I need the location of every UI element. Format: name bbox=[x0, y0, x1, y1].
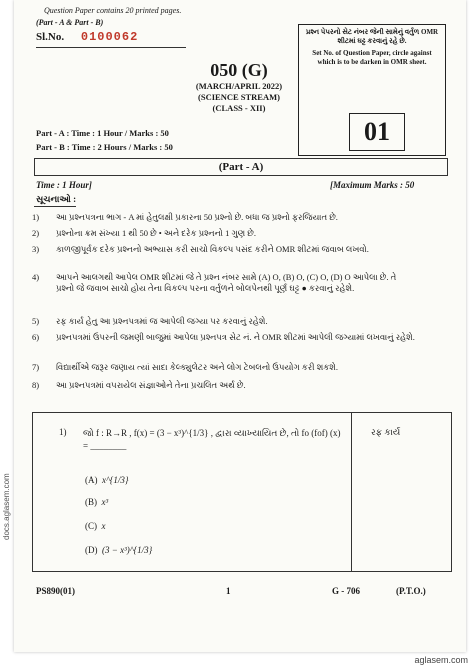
instruction-2: 2) પ્રશ્નોના ક્રમ સંખ્યા 1 થી 50 છે • અને દરેક પ્રશ્નનો 1 ગુણ છે. bbox=[32, 228, 256, 238]
instruction-4: 4) આપને આલગથી આપેલ OMR શીટમાં જે તે પ્રશ્ન નંબર સામે (A) O, (B) O, (C) O, (D) O આપેલા છે. તે પ્રશ્નો જે જવાબ સાચો હોય તેના વિકલ્પ પરના વર્તુળને બોલપેનથી પૂર્ણ ઘટ્ટ ● કરવાનું રહેશે. bbox=[32, 272, 397, 293]
omr-set-box bbox=[298, 24, 446, 156]
stream: (SCIENCE STREAM) bbox=[198, 92, 280, 102]
part-a-time: Time : 1 Hour] bbox=[36, 180, 92, 190]
question-text: જો f : R→R , f(x) = (3 − x³)^{1/3} , દ્વારા વ્યાખ્યાયિત છે, તો fo (fof) (x) = ________ bbox=[83, 428, 341, 451]
serial-number: 0100062 bbox=[80, 30, 139, 44]
omr-gujarati-note: પ્રશ્ન પેપરનો સેટ નંબર જેની સામેનું વર્તુળ OMR શીટમાં ઘટ્ટ કરવાનું રહે છે. bbox=[305, 28, 439, 45]
session: (MARCH/APRIL 2022) bbox=[195, 81, 283, 91]
omr-english-note: Set No. of Question Paper, circle against which is to be darken in OMR sheet. bbox=[312, 49, 432, 66]
part-a-title: (Part - A) bbox=[34, 158, 448, 176]
exam-paper bbox=[14, 0, 466, 652]
page-number: 1 bbox=[226, 586, 231, 596]
instruction-3: 3) કાળજીપૂર્વક દરેક પ્રશ્નનો અભ્યાસ કરી સાચો વિકલ્પ પસંદ કરીને OMR શીટમાં જવાબ લખવો. bbox=[32, 244, 369, 254]
part-a-timing: Part - A : Time : 1 Hour / Marks : 50 bbox=[36, 128, 169, 138]
corner-brand: aglasem.com bbox=[414, 655, 468, 665]
instruction-8: 8) આ પ્રશ્નપત્રમાં વપરાયેલ સંજ્ઞાઓને તેના પ્રચલિત અર્થ છે. bbox=[32, 380, 246, 390]
option-a[interactable]: (A) x^{1/3} bbox=[85, 475, 129, 485]
paper-code: 050 (G) bbox=[210, 60, 268, 80]
rough-work-label: રફ કાર્ય bbox=[371, 427, 401, 437]
instruction-5: 5) રફ કાર્ય હેતુ આ પ્રશ્નપત્રમાં જ આપેલી જગ્યા પર કરવાનું રહેશે. bbox=[32, 316, 268, 326]
footer-code: PS890(01) bbox=[36, 586, 75, 596]
footer-right-code: G - 706 bbox=[332, 586, 360, 596]
set-number: 01 bbox=[349, 113, 405, 151]
class: (CLASS - XII) bbox=[212, 103, 266, 113]
instruction-7: 7) વિદ્યાર્થીએ જરૂર જણાય ત્યાં સાદા કેલ્ક્યુલેટર અને લોગ ટેબલનો ઉપયોગ કરી શકશે. bbox=[32, 362, 338, 372]
part-b-timing: Part - B : Time : 2 Hours / Marks : 50 bbox=[36, 142, 173, 152]
question-box bbox=[32, 412, 452, 572]
instructions-heading: સૂચનાઓ : bbox=[36, 194, 77, 204]
option-b[interactable]: (B) x³ bbox=[85, 497, 109, 507]
paper-code-block bbox=[174, 60, 304, 114]
side-watermark: docs.aglasem.com bbox=[2, 473, 11, 540]
option-c[interactable]: (C) x bbox=[85, 521, 106, 531]
parts-label: (Part - A & Part - B) bbox=[36, 18, 104, 27]
serial-label: Sl.No. bbox=[36, 31, 65, 43]
timing-block bbox=[36, 126, 173, 154]
part-a-max-marks: [Maximum Marks : 50 bbox=[330, 180, 415, 190]
instruction-6: 6) પ્રશ્નપત્રમાં ઉપરની જમણી બાજુમાં આપેલા પ્રશ્નપત્ર સેટ નં. ને OMR શીટમાં આપેલી જગ્યામાં લખવાનું રહેશે. bbox=[32, 332, 415, 342]
serial-row bbox=[36, 30, 138, 44]
printed-pages-note: Question Paper contains 20 printed pages. bbox=[44, 6, 182, 15]
instruction-1: 1) આ પ્રશ્નપત્રના ભાગ - A માં હેતુલક્ષી પ્રકારના 50 પ્રશ્નો છે. બધા જ પ્રશ્નો ફરજિયાત છે. bbox=[32, 212, 338, 222]
option-d[interactable]: (D) (3 − x³)^{1/3} bbox=[85, 545, 153, 555]
question-number: 1) bbox=[59, 427, 67, 437]
rough-work-divider bbox=[351, 413, 352, 571]
pto-label: (P.T.O.) bbox=[396, 586, 426, 596]
